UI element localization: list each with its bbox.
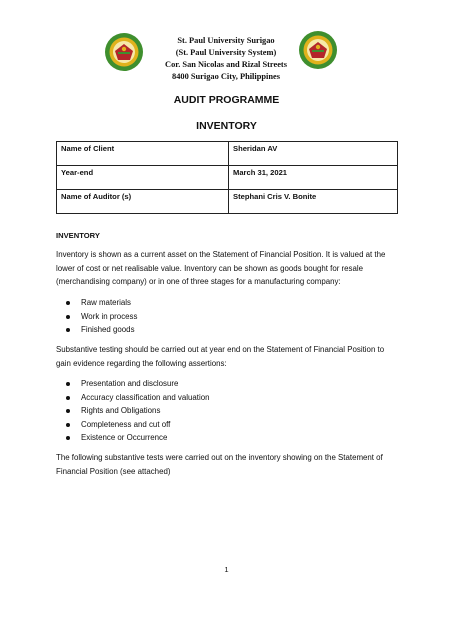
year-end-label: Year-end [57, 166, 229, 190]
table-row [57, 190, 398, 214]
list-item [66, 391, 210, 405]
list-item [66, 404, 210, 418]
list-item [66, 310, 137, 324]
auditor-value: Stephani Cris V. Bonite [229, 190, 398, 214]
year-end-value: March 31, 2021 [229, 166, 398, 190]
bullet-icon [66, 315, 70, 319]
document-subtitle: INVENTORY [196, 120, 257, 132]
list-item [66, 377, 210, 391]
document-title: AUDIT PROGRAMME [173, 94, 280, 106]
stage-label: Work in process [81, 311, 138, 321]
table-row [57, 166, 398, 190]
inventory-stages-list [66, 296, 137, 337]
university-seal-right-icon [298, 30, 338, 70]
assertion-label: Presentation and disclosure [81, 379, 179, 388]
bullet-icon [66, 328, 70, 332]
client-label: Name of Client [57, 142, 229, 166]
bullet-icon [66, 409, 70, 413]
stage-label: Finished goods [81, 325, 135, 334]
section-heading: INVENTORY [56, 231, 100, 240]
assertion-label: Accuracy classification and valuation [81, 392, 210, 402]
stage-label: Raw materials [81, 298, 131, 307]
bullet-icon [66, 436, 70, 440]
auditor-label: Name of Auditor (s) [57, 190, 229, 214]
inventory-description: Inventory is shown as a current asset on the Statement of Financial Position. It is valued at the lower of cost or net realisable value. Inventory can be shown as goods bought for resale (merchandising company) or in one of three stages for a manufacturing company: [56, 250, 386, 286]
assertions-list [66, 377, 210, 445]
bullet-icon [66, 423, 70, 427]
audit-info-table [56, 141, 398, 214]
list-item [66, 431, 210, 445]
institution-header [150, 35, 302, 83]
bullet-icon [66, 382, 70, 386]
substantive-tests-paragraph: The following substantive tests were carried out on the inventory showing on the Statement of Financial Position (see attached) [56, 453, 383, 476]
university-seal-left-icon [104, 32, 144, 72]
list-item [66, 418, 210, 432]
header-line-city: 8400 Surigao City, Philippines [172, 72, 280, 81]
client-value: Sheridan AV [229, 142, 398, 166]
bullet-icon [66, 301, 70, 305]
assertion-label: Rights and Obligations [81, 406, 161, 415]
assertion-label: Existence or Occurrence [81, 433, 168, 442]
assertion-label: Completeness and cut off [81, 419, 171, 429]
header-line-street: Cor. San Nicolas and Rizal Streets [165, 60, 287, 69]
header-line-name: St. Paul University Surigao [177, 36, 275, 45]
list-item [66, 296, 137, 310]
list-item [66, 323, 137, 337]
bullet-icon [66, 396, 70, 400]
table-row [57, 142, 398, 166]
header-line-system: (St. Paul University System) [175, 48, 277, 57]
page-number: 1 [224, 565, 229, 574]
substantive-testing-paragraph: Substantive testing should be carried out at year end on the Statement of Financial Position to gain evidence regarding the following assertions: [56, 345, 385, 368]
